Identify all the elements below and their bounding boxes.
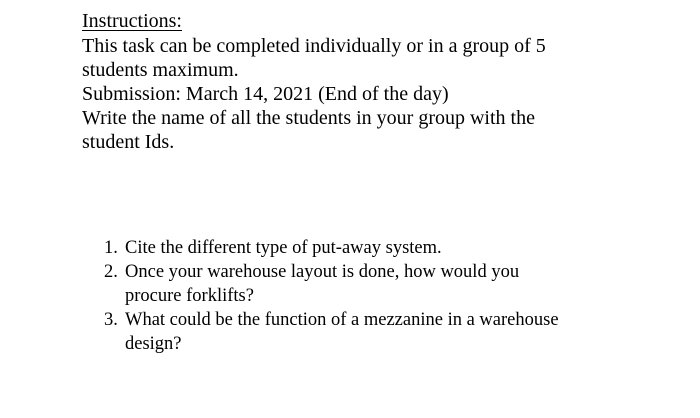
question-number: 2.	[104, 262, 118, 282]
submission-deadline: Submission: March 14, 2021 (End of the day)	[82, 83, 449, 105]
question-text: Cite the different type of put-away system.	[125, 238, 442, 258]
question-text: Once your warehouse layout is done, how would you	[125, 262, 520, 282]
question-number: 1.	[104, 238, 118, 258]
instructions-line-2: students maximum.	[82, 59, 239, 81]
question-text: What could be the function of a mezzanine in a warehouse	[125, 310, 559, 330]
instructions-line-5: student Ids.	[82, 131, 175, 153]
instructions-heading: Instructions:	[82, 10, 182, 32]
instructions-line-4: Write the name of all the students in your group with the	[82, 107, 535, 129]
instructions-block	[82, 8, 682, 154]
question-number: 3.	[104, 310, 118, 330]
question-item-2	[104, 260, 684, 308]
question-item-1	[104, 236, 684, 260]
instructions-text	[82, 34, 682, 154]
question-text-continued: design?	[125, 334, 182, 354]
question-text-continued: procure forklifts?	[125, 286, 254, 306]
question-item-3	[104, 308, 684, 356]
instructions-line-1: This task can be completed individually or in a group of 5	[82, 35, 546, 57]
question-list	[104, 236, 684, 356]
